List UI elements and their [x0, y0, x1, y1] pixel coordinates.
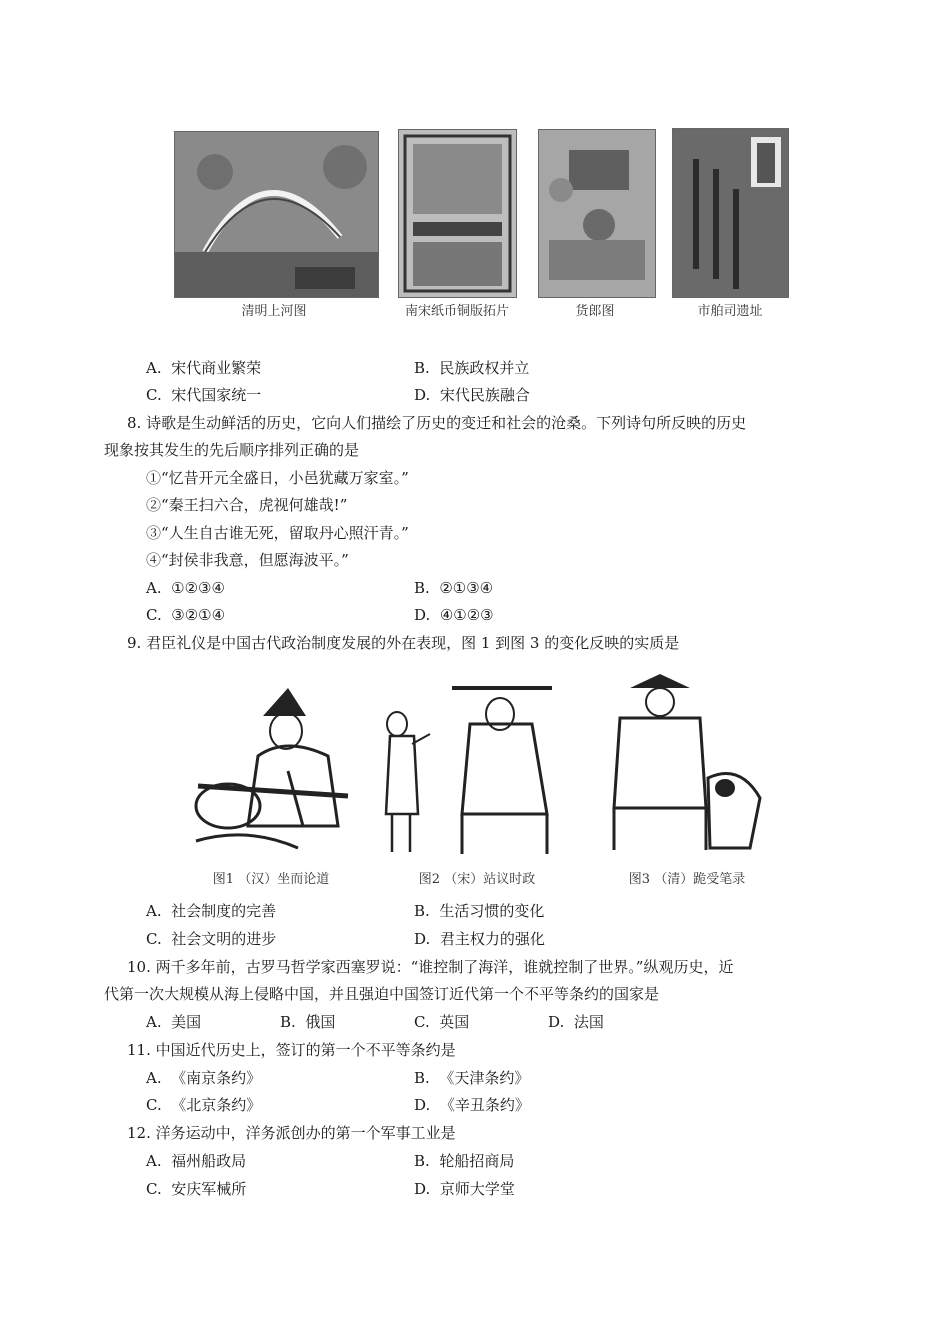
- q11-option-d[interactable]: [414, 1094, 530, 1116]
- option-text: 美国: [171, 1013, 202, 1031]
- shibosi-ruins-image: [672, 128, 789, 298]
- figure-1-han-illustration: [188, 676, 366, 856]
- option-label: A.: [146, 359, 162, 377]
- option-label: B.: [414, 1152, 430, 1170]
- peddler-painting-image: [538, 129, 656, 298]
- option-text: 宋代商业繁荣: [171, 359, 262, 377]
- q9-option-b[interactable]: [414, 900, 544, 922]
- option-label: C.: [146, 930, 162, 948]
- option-label: D.: [414, 1180, 431, 1198]
- option-text: ①②③④: [171, 579, 225, 597]
- option-text: 福州船政局: [171, 1152, 247, 1170]
- q10-option-a[interactable]: [146, 1011, 201, 1033]
- option-label: C.: [146, 606, 162, 624]
- q11-stem: 11. 中国近代历史上，签订的第一个不平等条约是: [127, 1041, 456, 1059]
- option-label: D.: [414, 386, 431, 404]
- figure-3-caption: 图3 （清）跪受笔录: [628, 872, 746, 887]
- option-label: A.: [146, 902, 162, 920]
- q10-option-c[interactable]: [414, 1011, 469, 1033]
- figure-2-caption: 图2 （宋）站议时政: [418, 872, 536, 887]
- option-text: 《北京条约》: [171, 1096, 262, 1114]
- q7-option-d[interactable]: [414, 384, 530, 406]
- q8-poem-4: ④“封侯非我意，但愿海波平。”: [146, 551, 349, 569]
- q8-poem-1: ①“忆昔开元全盛日，小邑犹藏万家室。”: [146, 469, 409, 487]
- qingming-painting-image: [174, 131, 379, 298]
- option-text: 《天津条约》: [439, 1069, 530, 1087]
- option-text: 法国: [573, 1013, 604, 1031]
- q12-option-d[interactable]: [414, 1178, 515, 1200]
- q9-option-c[interactable]: [146, 928, 276, 950]
- option-label: C.: [146, 1096, 162, 1114]
- option-text: 宋代国家统一: [171, 386, 262, 404]
- q8-option-d[interactable]: [414, 604, 494, 626]
- option-label: C.: [146, 1180, 162, 1198]
- option-label: A.: [146, 1152, 162, 1170]
- option-text: 君主权力的强化: [439, 930, 545, 948]
- option-label: D.: [414, 1096, 431, 1114]
- q8-stem-line2: 现象按其发生的先后顺序排列正确的是: [104, 441, 360, 459]
- option-text: ④①②③: [439, 606, 494, 624]
- q12-option-b[interactable]: [414, 1150, 514, 1172]
- q8-stem-line1: 8. 诗歌是生动鲜活的历史，它向人们描绘了历史的变迁和社会的沧桑。下列诗句所反映的历史: [127, 414, 747, 432]
- q9-option-d[interactable]: [414, 928, 545, 950]
- image-caption-shibosi: 市舶司遗址: [697, 304, 763, 319]
- q8-poem-3: ③“人生自古谁无死，留取丹心照汗青。”: [146, 524, 409, 542]
- figure-3-qing-illustration: [600, 668, 772, 856]
- image-caption-banknote: 南宋纸币铜版拓片: [404, 304, 509, 319]
- option-text: ②①③④: [439, 579, 494, 597]
- option-label: D.: [548, 1013, 565, 1031]
- option-text: 轮船招商局: [439, 1152, 515, 1170]
- option-label: A.: [146, 1013, 162, 1031]
- song-banknote-rubbing-image: [398, 129, 517, 298]
- option-label: D.: [414, 606, 431, 624]
- option-text: 社会制度的完善: [171, 902, 277, 920]
- option-label: B.: [414, 1069, 430, 1087]
- image-caption-qingming: 清明上河图: [241, 304, 307, 319]
- figure-1-caption: 图1 （汉）坐而论道: [212, 872, 330, 887]
- option-text: 《南京条约》: [171, 1069, 262, 1087]
- q12-stem: 12. 洋务运动中，洋务派创办的第一个军事工业是: [127, 1124, 456, 1142]
- q8-poem-2: ②“秦王扫六合，虎视何雄哉!”: [146, 496, 348, 514]
- option-text: 社会文明的进步: [171, 930, 277, 948]
- option-text: 民族政权并立: [439, 359, 530, 377]
- q10-option-b[interactable]: [280, 1011, 335, 1033]
- q11-option-c[interactable]: [146, 1094, 261, 1116]
- q10-stem-line1: 10. 两千多年前，古罗马哲学家西塞罗说：“谁控制了海洋，谁就控制了世界。”纵观历史，近: [127, 958, 734, 976]
- q12-option-a[interactable]: [146, 1150, 246, 1172]
- q8-option-a[interactable]: [146, 577, 225, 599]
- option-text: ③②①④: [171, 606, 226, 624]
- q8-option-c[interactable]: [146, 604, 225, 626]
- option-text: 安庆军械所: [171, 1180, 247, 1198]
- option-label: A.: [146, 1069, 162, 1087]
- option-label: C.: [414, 1013, 430, 1031]
- option-label: D.: [414, 930, 431, 948]
- option-label: C.: [146, 386, 162, 404]
- option-text: 俄国: [305, 1013, 336, 1031]
- q10-option-d[interactable]: [548, 1011, 604, 1033]
- option-label: B.: [280, 1013, 296, 1031]
- option-text: 宋代民族融合: [439, 386, 530, 404]
- q9-stem: 9. 君臣礼仪是中国古代政治制度发展的外在表现，图 1 到图 3 的变化反映的实质是: [127, 634, 680, 652]
- q11-option-a[interactable]: [146, 1067, 261, 1089]
- q7-option-c[interactable]: [146, 384, 261, 406]
- q9-option-a[interactable]: [146, 900, 276, 922]
- q10-stem-line2: 代第一次大规模从海上侵略中国，并且强迫中国签订近代第一个不平等条约的国家是: [104, 985, 660, 1003]
- q12-option-c[interactable]: [146, 1178, 246, 1200]
- option-text: 生活习惯的变化: [439, 902, 545, 920]
- option-label: B.: [414, 902, 430, 920]
- q7-option-b[interactable]: [414, 357, 529, 379]
- figure-2-song-illustration: [382, 684, 562, 856]
- option-label: B.: [414, 579, 430, 597]
- q8-option-b[interactable]: [414, 577, 493, 599]
- option-text: 英国: [439, 1013, 470, 1031]
- option-label: B.: [414, 359, 430, 377]
- image-caption-peddler: 货郎图: [575, 304, 615, 319]
- option-label: A.: [146, 579, 162, 597]
- q7-option-a[interactable]: [146, 357, 261, 379]
- q11-option-b[interactable]: [414, 1067, 529, 1089]
- option-text: 《辛丑条约》: [439, 1096, 530, 1114]
- option-text: 京师大学堂: [439, 1180, 515, 1198]
